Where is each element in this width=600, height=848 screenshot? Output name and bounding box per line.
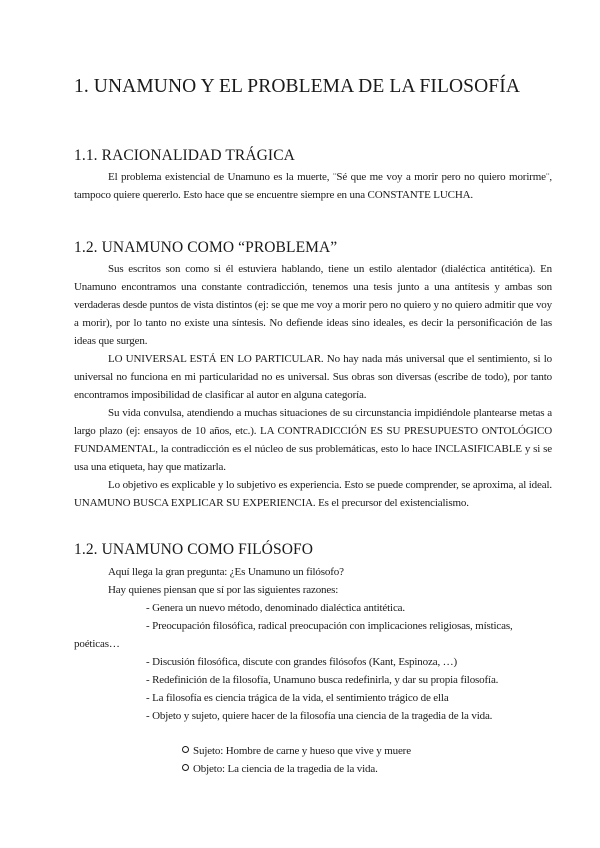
list-item: - Genera un nuevo método, denominado dialéctica antitética. — [146, 602, 406, 614]
section-body-racionalidad — [74, 168, 552, 204]
list-item: - Preocupación filosófica, radical preocupación con implicaciones religiosas, místicas, poéticas… — [74, 620, 513, 650]
list-intro: Hay quienes piensan que sí por las siguientes razones: — [108, 584, 339, 596]
list-item: - La filosofía es ciencia trágica de la vida, el sentimiento trágico de ella — [146, 692, 449, 704]
sub-list-item — [182, 742, 411, 760]
paragraph: LO UNIVERSAL ESTÁ EN LO PARTICULAR. No hay nada más universal que el sentimiento, si lo universal no funciona en mi particularidad no es universal. Sus obras son diversas (escribe de todo), por tanto encontramos imposibilidad de clasificar al autor en alguna categoría. — [74, 353, 552, 401]
page-title: 1. UNAMUNO Y EL PROBLEMA DE LA FILOSOFÍA — [74, 76, 521, 97]
circle-bullet-icon — [182, 746, 189, 753]
reasons-list — [74, 581, 552, 725]
question-line: Aquí llega la gran pregunta: ¿Es Unamuno un filósofo? — [108, 566, 344, 578]
sub-list — [182, 742, 411, 778]
list-item: - Redefinición de la filosofía, Unamuno busca redefinirla, y dar su propia filosofía. — [146, 674, 499, 686]
paragraph: Su vida convulsa, atendiendo a muchas situaciones de su circunstancia impidiéndole plantearse metas a largo plazo (ej: ensayos de 10 años, etc.). LA CONTRADICCIÓN ES SU PRESUPUESTO ONTOLÓGICO FUNDAMENTAL, la contradicción es el núcleo de sus problemáticas, esto lo hace INCLASIFICABLE y si se usa una etiqueta, hay que matizarla. — [74, 407, 552, 473]
paragraph: El problema existencial de Unamuno es la muerte, ¨Sé que me voy a morir pero no quiero morirme¨, tampoco quiere quererlo. Esto hace que se encuentre siempre en una CONSTANTE LUCHA. — [74, 171, 552, 201]
paragraph: Lo objetivo es explicable y lo subjetivo es experiencia. Esto se puede comprender, se aproxima, al ideal. UNAMUNO BUSCA EXPLICAR SU EXPERIENCIA. Es el precursor del existencialismo. — [74, 479, 552, 509]
circle-bullet-icon — [182, 764, 189, 771]
list-item: - Discusión filosófica, discute con grandes filósofos (Kant, Espinoza, …) — [146, 656, 458, 668]
section-heading-filosofo: 1.2. UNAMUNO COMO FILÓSOFO — [74, 541, 313, 558]
sub-list-item-text: Objeto: La ciencia de la tragedia de la vida. — [193, 763, 378, 775]
sub-list-item — [182, 760, 411, 778]
paragraph: Sus escritos son como si él estuviera hablando, tiene un estilo alentador (dialéctica antitética). En Unamuno encontramos una constante contradicción, tenemos una tesis junto a una antítesis y ambas son verdaderas desde puntos de vista distintos (ej: se que me voy a morir pero no quiero y no quiero admitir que voy a morir), por lo tanto no existe una síntesis. No defiende ideas sino ideales, es decir la personificación de las ideas que surgen. — [74, 263, 552, 347]
list-item: - Objeto y sujeto, quiere hacer de la filosofía una ciencia de la tragedia de la vida. — [146, 710, 493, 722]
section-body-filosofo — [108, 563, 552, 581]
sub-list-item-text: Sujeto: Hombre de carne y hueso que vive y muere — [193, 745, 411, 757]
section-heading-problema: 1.2. UNAMUNO COMO “PROBLEMA” — [74, 239, 338, 256]
section-heading-racionalidad: 1.1. RACIONALIDAD TRÁGICA — [74, 147, 295, 164]
section-body-problema — [74, 260, 552, 512]
